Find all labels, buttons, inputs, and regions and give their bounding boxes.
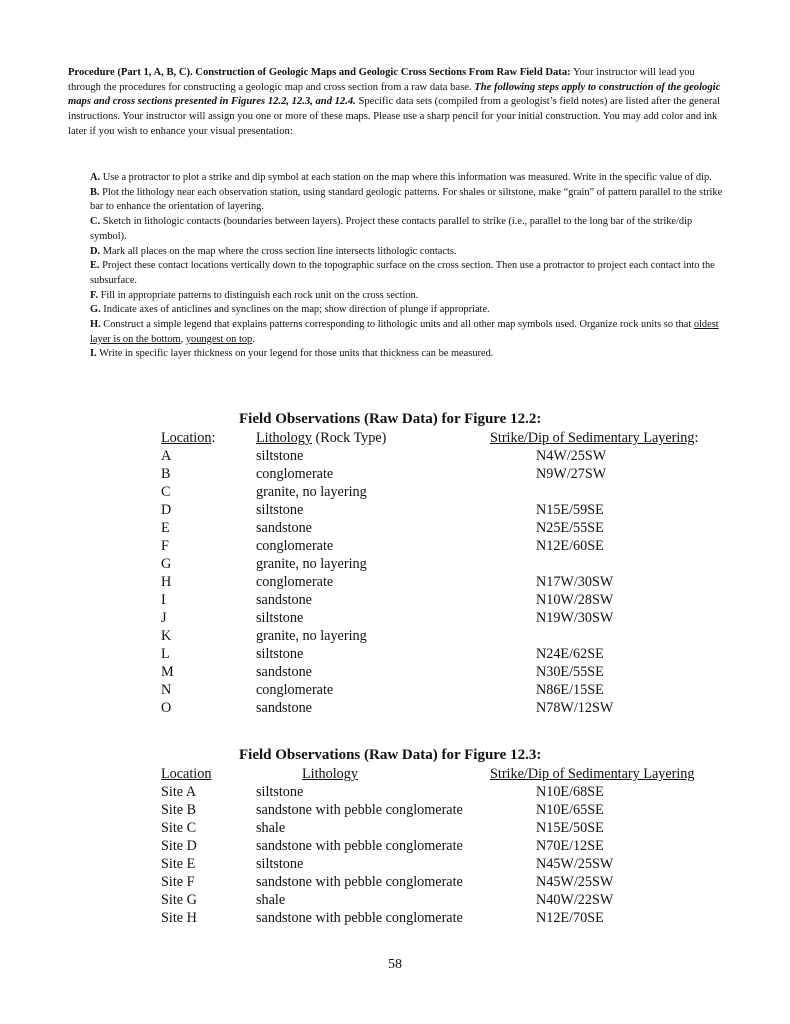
- procedure-heading: Procedure (Part 1, A, B, C). Construction of Geologic Maps and Geologic Cross Sections From Raw Field Data:: [68, 67, 571, 78]
- intro-rest: Specific data sets (compiled from a geologist’s field notes) are listed after the general instructions. Your instructor will assign you one or more of these maps. Please use a sharp pencil for your initial construction. You may add color and ink later if you wish to enhance your visual presentation:: [68, 96, 721, 137]
- table-row: B conglomerate N9W/27SW: [161, 466, 607, 482]
- table2-header-strike-dip: Strike/Dip of Sedimentary Layering: [490, 766, 695, 782]
- procedure-intro: [68, 66, 728, 140]
- table-row: N conglomerate N86E/15SE: [161, 682, 604, 698]
- table2-header-location: Location: [161, 766, 212, 782]
- table1-header-lithology: Lithology: [256, 430, 312, 446]
- step-i: I. Write in specific layer thickness on your legend for those units that thickness can be measured.: [90, 348, 494, 360]
- step-c: C. Sketch in lithologic contacts (boundaries between layers). Project these contacts parallel to strike (i.e., parallel to the long bar of the strike/dip symbol).: [90, 216, 693, 242]
- step-h: H. Construct a simple legend that explains patterns corresponding to lithologic units and all other map symbols used. Organize rock units so that oldest layer is on the bottom, youngest on top.: [90, 319, 719, 345]
- step-e: E. Project these contact locations vertically down to the topographic surface on the cross section. Then use a protractor to project each contact into the subsurface.: [90, 260, 715, 286]
- table2-header-lithology: Lithology: [302, 766, 358, 782]
- page-number: 58: [388, 957, 402, 972]
- table-row: O sandstone N78W/12SW: [161, 700, 614, 716]
- table-row: F conglomerate N12E/60SE: [161, 538, 604, 554]
- table-row: H conglomerate N17W/30SW: [161, 574, 614, 590]
- step-g: G. Indicate axes of anticlines and synclines on the map; show direction of plunge if appropriate.: [90, 304, 490, 316]
- table1-header: Location: Lithology (Rock Type) Strike/Dip of Sedimentary Layering:: [161, 430, 699, 446]
- table-row: M sandstone N30E/55SE: [161, 664, 604, 680]
- step-a: A. Use a protractor to plot a strike and dip symbol at each station on the map where this information was measured. Write in the specific value of dip.: [90, 172, 712, 183]
- table-row: Site G shale N40W/22SW: [161, 892, 614, 908]
- table2-header: [0, 766, 790, 784]
- step-b: B. Plot the lithology near each observation station, using standard geologic patterns. For shales or siltstone, make “grain” of pattern parallel to the strike bar to enhance the orientation of layering.: [90, 186, 723, 213]
- table-row: D siltstone N15E/59SE: [161, 502, 604, 518]
- table1-header-strike-dip: Strike/Dip of Sedimentary Layering: [490, 430, 695, 446]
- table-row: Site A siltstone N10E/68SE: [161, 784, 604, 800]
- table-row: L siltstone N24E/62SE: [161, 646, 604, 662]
- table-row: Site H sandstone with pebble conglomerate N12E/70SE: [161, 910, 604, 926]
- table-row: E sandstone N25E/55SE: [161, 520, 604, 536]
- intro-emphasis: The following steps apply to construction of the geologic maps and cross sections presented in Figures 12.2, 12.3, and 12.4.: [68, 81, 721, 108]
- table-row: K granite, no layering: [161, 628, 367, 644]
- table-row: Site C shale N15E/50SE: [161, 820, 604, 836]
- table-row: J siltstone N19W/30SW: [161, 610, 614, 626]
- table-row: G granite, no layering: [161, 556, 367, 572]
- intro-line: Your instructor will lead you through the procedures for constructing a geologic map and cross section from a raw data base.: [68, 67, 695, 93]
- procedure-steps: [90, 171, 730, 362]
- table1-header-location: Location: [161, 430, 212, 446]
- table-row: Site B sandstone with pebble conglomerate N10E/65SE: [161, 802, 604, 818]
- table-row: C granite, no layering: [161, 484, 367, 500]
- table-row: Site F sandstone with pebble conglomerate N45W/25SW: [161, 874, 614, 890]
- table-row: A siltstone N4W/25SW: [161, 448, 607, 464]
- table-row: Site E siltstone N45W/25SW: [161, 856, 614, 872]
- step-d: D. Mark all places on the map where the cross section line intersects lithologic contacts.: [90, 245, 457, 257]
- table-row: I sandstone N10W/28SW: [161, 592, 614, 608]
- table1-title: Field Observations (Raw Data) for Figure 12.2:: [239, 411, 542, 427]
- step-f: F. Fill in appropriate patterns to distinguish each rock unit on the cross section.: [90, 289, 419, 301]
- table2-title: Field Observations (Raw Data) for Figure 12.3:: [239, 747, 542, 763]
- table-row: Site D sandstone with pebble conglomerate N70E/12SE: [161, 838, 604, 854]
